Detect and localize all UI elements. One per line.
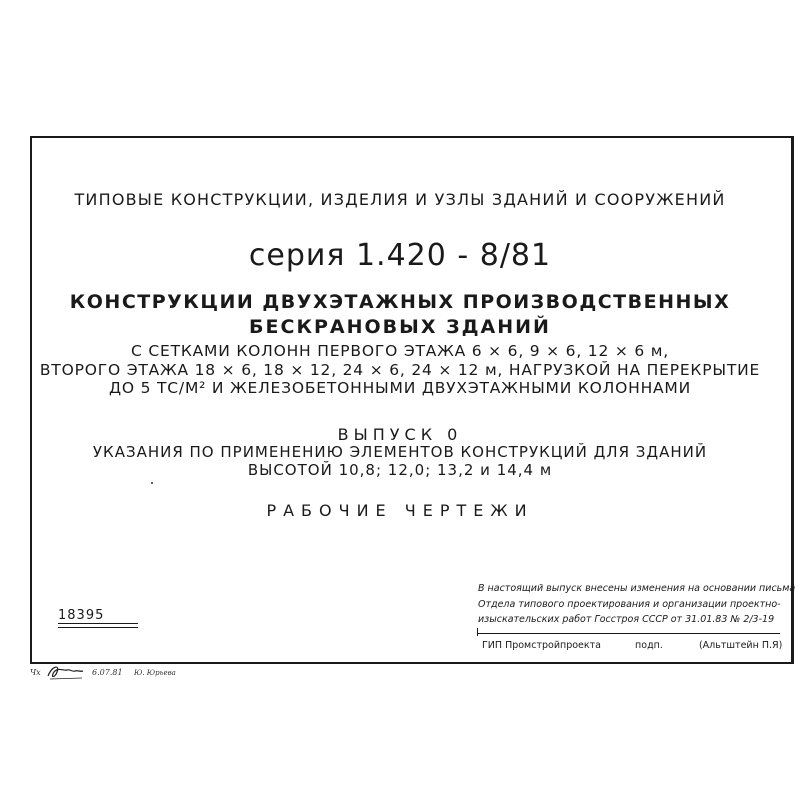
approval-org: ГИП Промстройпроекта: [482, 640, 601, 651]
issue-label: ВЫПУСК 0: [337, 425, 463, 444]
signature-label: Чх: [30, 668, 41, 677]
inventory-number-underline: [58, 623, 138, 624]
working-drawings-label: РАБОЧИЕ ЧЕРТЕЖИ: [266, 501, 534, 520]
subtitle-line-2: ВТОРОГО ЭТАЖА 18 × 6, 18 × 12, 24 × 6, 24 × 12 м, НАГРУЗКОЙ НА ПЕРЕКРЫТИЕ: [39, 361, 761, 379]
document-title-line-2: БЕСКРАНОВЫХ ЗДАНИЙ: [249, 316, 551, 338]
approval-sign-label: подп.: [635, 640, 663, 651]
revision-note-line-3: изыскательских работ Госстроя СССР от 31.01.83 № 2/3-19: [478, 614, 775, 625]
subtitle-line-3: ДО 5 ТС/М² И ЖЕЛЕЗОБЕТОННЫМИ ДВУХЭТАЖНЫМИ КОЛОННАМИ: [109, 379, 691, 397]
inventory-number-underline-2: [58, 627, 138, 628]
document-title-line-1: КОНСТРУКЦИИ ДВУХЭТАЖНЫХ ПРОИЗВОДСТВЕННЫХ: [69, 291, 731, 313]
handwritten-signature: [30, 660, 210, 690]
instructions-line-2: ВЫСОТОЙ 10,8; 12,0; 13,2 и 14,4 м: [247, 461, 553, 479]
revision-note-underline: [478, 633, 780, 634]
approval-row: [482, 640, 782, 651]
header-text: ТИПОВЫЕ КОНСТРУКЦИИ, ИЗДЕЛИЯ И УЗЛЫ ЗДАНИЙ И СООРУЖЕНИЙ: [74, 190, 726, 209]
approval-person: (Альтштейн П.Я): [698, 640, 783, 651]
inventory-number: 18395: [58, 608, 105, 623]
stray-dot: [151, 482, 153, 484]
revision-note-line-2: Отдела типового проектирования и организации проектно-: [478, 599, 781, 610]
note-tick-mark: [477, 628, 478, 636]
signature-scribble: [48, 667, 83, 676]
revision-note-line-1: В настоящий выпуск внесены изменения на основании письма: [478, 583, 796, 594]
signature-name: Ю. Юрьева: [134, 669, 176, 677]
signature-date: 6.07.81: [92, 668, 123, 677]
instructions-line-1: УКАЗАНИЯ ПО ПРИМЕНЕНИЮ ЭЛЕМЕНТОВ КОНСТРУКЦИЙ ДЛЯ ЗДАНИЙ: [92, 443, 708, 461]
series-number: серия 1.420 - 8/81: [248, 238, 552, 273]
subtitle-line-1: С СЕТКАМИ КОЛОНН ПЕРВОГО ЭТАЖА 6 × 6, 9 × 6, 12 × 6 м,: [131, 342, 669, 360]
signature-underline: [50, 678, 82, 679]
